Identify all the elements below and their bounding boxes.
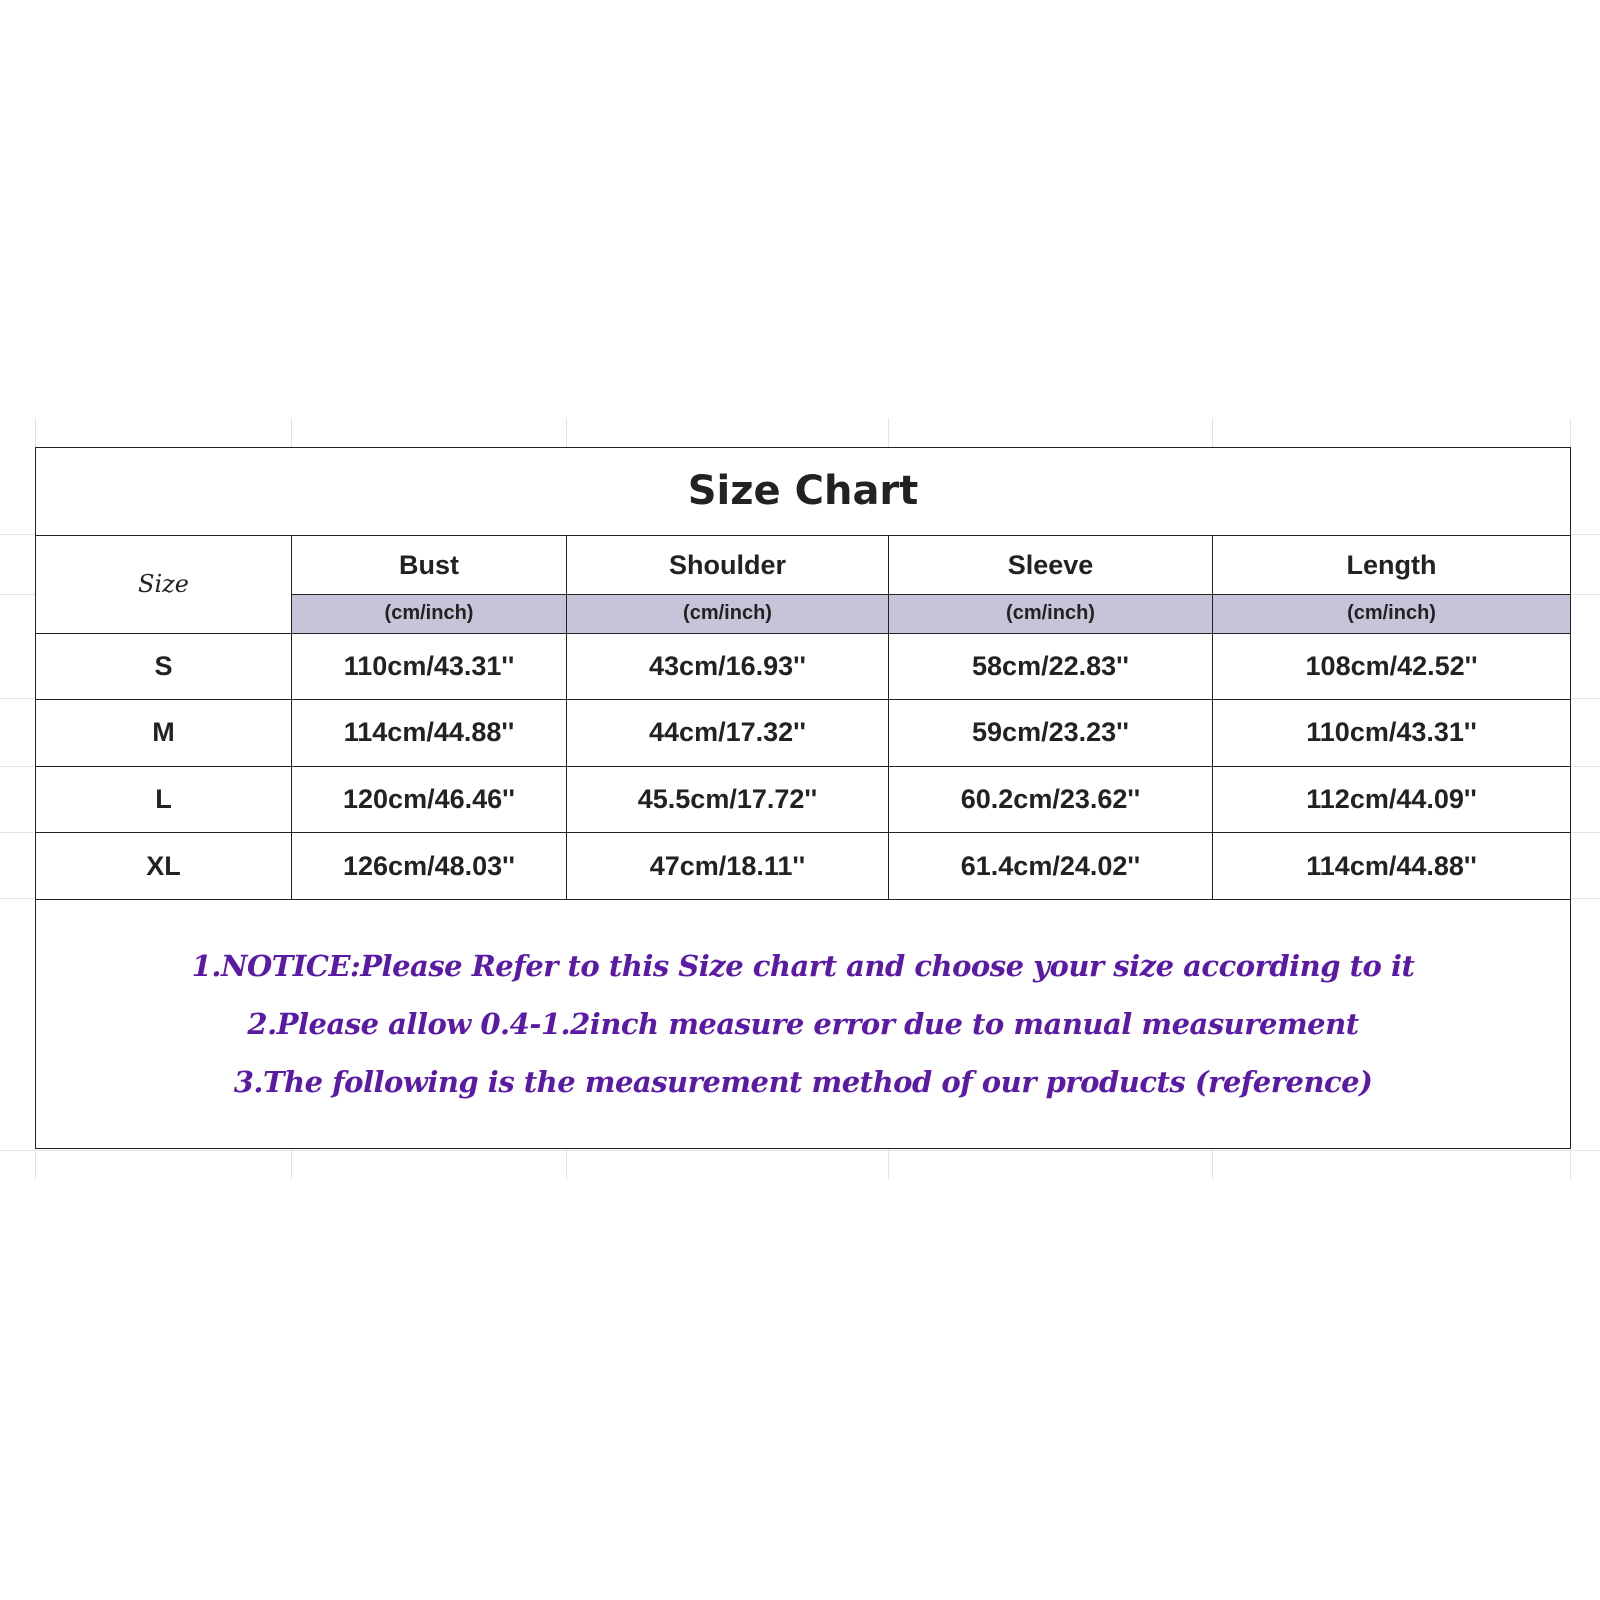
column-header-bust: Bust (292, 535, 567, 595)
table-row (36, 633, 1571, 700)
column-header-shoulder: Shoulder (567, 535, 889, 595)
size-label: XL (36, 833, 292, 900)
column-header-length: Length (1213, 535, 1571, 595)
grid-line (0, 1150, 1600, 1151)
size-label: L (36, 766, 292, 833)
column-header-sleeve: Sleeve (889, 535, 1213, 595)
table-row (36, 700, 1571, 767)
notes-row (36, 899, 1571, 1148)
size-column-header: Size (36, 535, 292, 633)
bust-value: 110cm/43.31'' (292, 633, 567, 700)
table-row (36, 766, 1571, 833)
length-value: 114cm/44.88'' (1213, 833, 1571, 900)
length-value: 110cm/43.31'' (1213, 700, 1571, 767)
title-row (36, 448, 1571, 536)
sleeve-value: 61.4cm/24.02'' (889, 833, 1213, 900)
sleeve-value: 58cm/22.83'' (889, 633, 1213, 700)
shoulder-value: 43cm/16.93'' (567, 633, 889, 700)
header-row (36, 535, 1571, 595)
bust-value: 126cm/48.03'' (292, 833, 567, 900)
size-chart-table (35, 447, 1571, 1149)
size-label: S (36, 633, 292, 700)
table-row (36, 833, 1571, 900)
note-line: 2.Please allow 0.4-1.2inch measure error due to manual measurement (247, 1006, 1359, 1041)
unit-label-bust: (cm/inch) (292, 595, 567, 633)
notes-section (36, 899, 1571, 1148)
size-label: M (36, 700, 292, 767)
sleeve-value: 60.2cm/23.62'' (889, 766, 1213, 833)
sleeve-value: 59cm/23.23'' (889, 700, 1213, 767)
shoulder-value: 47cm/18.11'' (567, 833, 889, 900)
unit-label-sleeve: (cm/inch) (889, 595, 1213, 633)
shoulder-value: 45.5cm/17.72'' (567, 766, 889, 833)
shoulder-value: 44cm/17.32'' (567, 700, 889, 767)
bust-value: 114cm/44.88'' (292, 700, 567, 767)
unit-label-shoulder: (cm/inch) (567, 595, 889, 633)
bust-value: 120cm/46.46'' (292, 766, 567, 833)
length-value: 108cm/42.52'' (1213, 633, 1571, 700)
note-line: 1.NOTICE:Please Refer to this Size chart and choose your size according to it (191, 948, 1415, 983)
chart-title: Size Chart (36, 448, 1571, 536)
length-value: 112cm/44.09'' (1213, 766, 1571, 833)
note-line: 3.The following is the measurement method of our products (reference) (233, 1064, 1373, 1099)
unit-label-length: (cm/inch) (1213, 595, 1571, 633)
